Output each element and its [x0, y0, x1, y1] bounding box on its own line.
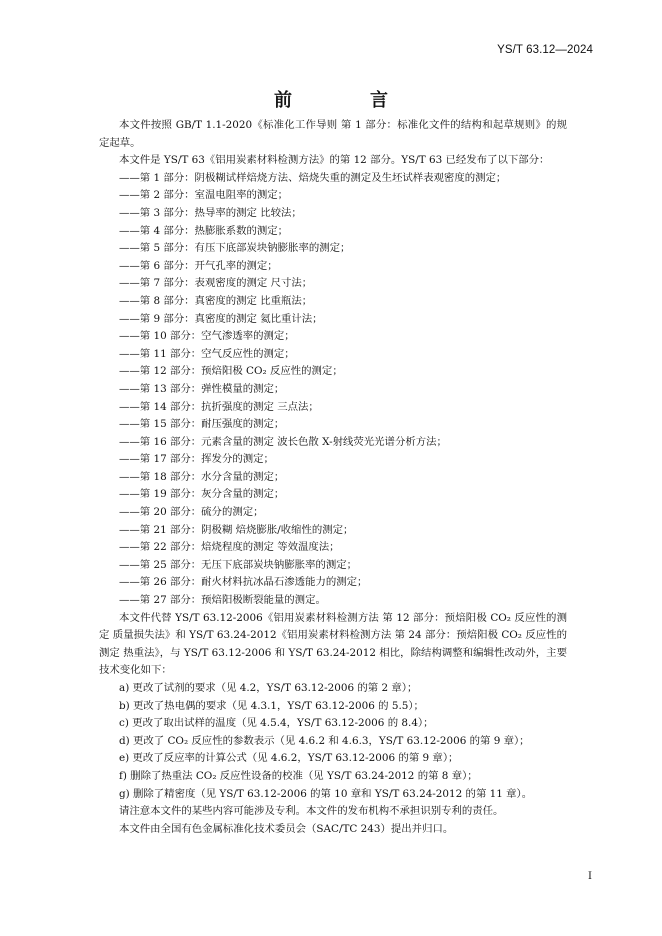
- list-item: ——第 3 部分：热导率的测定 比较法；: [119, 206, 302, 219]
- list-item: ——第 13 部分：弹性模量的测定；: [119, 382, 285, 395]
- change-item: a) 更改了试剂的要求（见 4.2，YS/T 63.12-2006 的第 2 章）；: [119, 682, 418, 694]
- list-item: ——第 11 部分：空气反应性的测定；: [119, 347, 295, 360]
- intro-paragraph-2: 本文件是 YS/T 63《铝用炭素材料检测方法》的第 12 部分。YS/T 63 已经发布了以下部分：: [119, 154, 550, 167]
- page-title: 前 言: [274, 90, 418, 111]
- list-item: ——第 25 部分：无压下底部炭块钠膨胀率的测定；: [119, 558, 358, 571]
- list-item: ——第 8 部分：真密度的测定 比重瓶法；: [119, 294, 313, 307]
- list-item: ——第 2 部分：室温电阻率的测定；: [119, 189, 289, 202]
- document-id-header: YS/T 63.12—2024: [497, 44, 593, 56]
- intro-paragraph-1: 本文件按照 GB/T 1.1-2020《标准化工作导则 第 1 部分：标准化文件的结构和起草规则》的规定起草。: [99, 119, 567, 149]
- list-item: ——第 4 部分：热膨胀系数的测定；: [119, 224, 289, 237]
- change-item: e) 更改了反应率的计算公式（见 4.6.2，YS/T 63.12-2006 的第 9 章）；: [119, 752, 459, 765]
- list-item: ——第 17 部分：挥发分的测定；: [119, 453, 274, 466]
- change-item: g) 删除了精密度（见 YS/T 63.12-2006 的第 10 章和 YS/T 63.24-2012 的第 11 章）。: [119, 787, 533, 800]
- list-item: ——第 5 部分：有压下底部炭块钠膨胀率的测定；: [119, 242, 351, 255]
- list-item: ——第 20 部分：硫分的测定；: [119, 506, 264, 519]
- change-item: b) 更改了热电偶的要求（见 4.3.1，YS/T 63.12-2006 的 5.5）；: [119, 699, 424, 712]
- list-item: ——第 21 部分：阴极糊 焙烧膨胀/收缩性的测定；: [119, 523, 354, 536]
- list-item: ——第 22 部分：焙烧程度的测定 等效温度法；: [119, 541, 340, 554]
- list-item: ——第 15 部分：耐压强度的测定；: [119, 418, 285, 431]
- list-item: ——第 1 部分：阴极糊试样焙烧方法、焙烧失重的测定及生坯试样表观密度的测定；: [119, 171, 507, 184]
- list-item: ——第 16 部分：元素含量的测定 波长色散 X-射线荧光光谱分析方法；: [119, 435, 447, 448]
- list-item: ——第 7 部分：表观密度的测定 尺寸法；: [119, 277, 313, 290]
- list-item: ——第 6 部分：开气孔率的测定；: [119, 259, 278, 272]
- list-item: ——第 14 部分：抗折强度的测定 三点法；: [119, 400, 319, 413]
- list-item: ——第 18 部分：水分含量的测定；: [119, 470, 285, 483]
- replacement-paragraph: 本文件代替 YS/T 63.12-2006《铝用炭素材料检测方法 第 12 部分：预焙阳极 CO₂ 反应性的测定 质量损失法》和 YS/T 63.24-2012《铝用炭素材料检测方法 第 24 部分：预焙阳极 CO₂ 反应性的测定 热重法》，与 YS/T 63.12-2006 和 YS/T 63.24-2012 相比，除结构调整和编辑性改动外，主要技术变化如下：: [99, 611, 567, 677]
- committee-statement: 本文件由全国有色金属标准化技术委员会（SAC/TC 243）提出并归口。: [119, 822, 454, 835]
- list-item: ——第 9 部分：真密度的测定 氦比重计法；: [119, 312, 323, 325]
- changes-list: [99, 680, 567, 803]
- change-item: f) 删除了热重法 CO₂ 反应性设备的校准（见 YS/T 63.24-2012 的第 8 章）；: [119, 769, 478, 782]
- change-item: d) 更改了 CO₂ 反应性的参数表示（见 4.6.2 和 4.6.3，YS/T 63.12-2006 的第 9 章）；: [119, 734, 530, 747]
- list-item: ——第 26 部分：耐火材料抗冰晶石渗透能力的测定；: [119, 576, 368, 589]
- patent-notice: 请注意本文件的某些内容可能涉及专利。本文件的发布机构不承担识别专利的责任。: [119, 805, 504, 818]
- list-item: ——第 12 部分：预焙阳极 CO₂ 反应性的测定；: [119, 365, 343, 378]
- page-number: I: [588, 871, 592, 882]
- list-item: ——第 10 部分：空气渗透率的测定；: [119, 330, 295, 343]
- foreword-body: [99, 117, 567, 838]
- change-item: c) 更改了取出试样的温度（见 4.5.4，YS/T 63.12-2006 的 8.4）；: [119, 717, 434, 730]
- parts-list: [99, 170, 567, 610]
- list-item: ——第 19 部分：灰分含量的测定；: [119, 488, 285, 501]
- list-item: ——第 27 部分：预焙阳极断裂能量的测定。: [119, 594, 326, 607]
